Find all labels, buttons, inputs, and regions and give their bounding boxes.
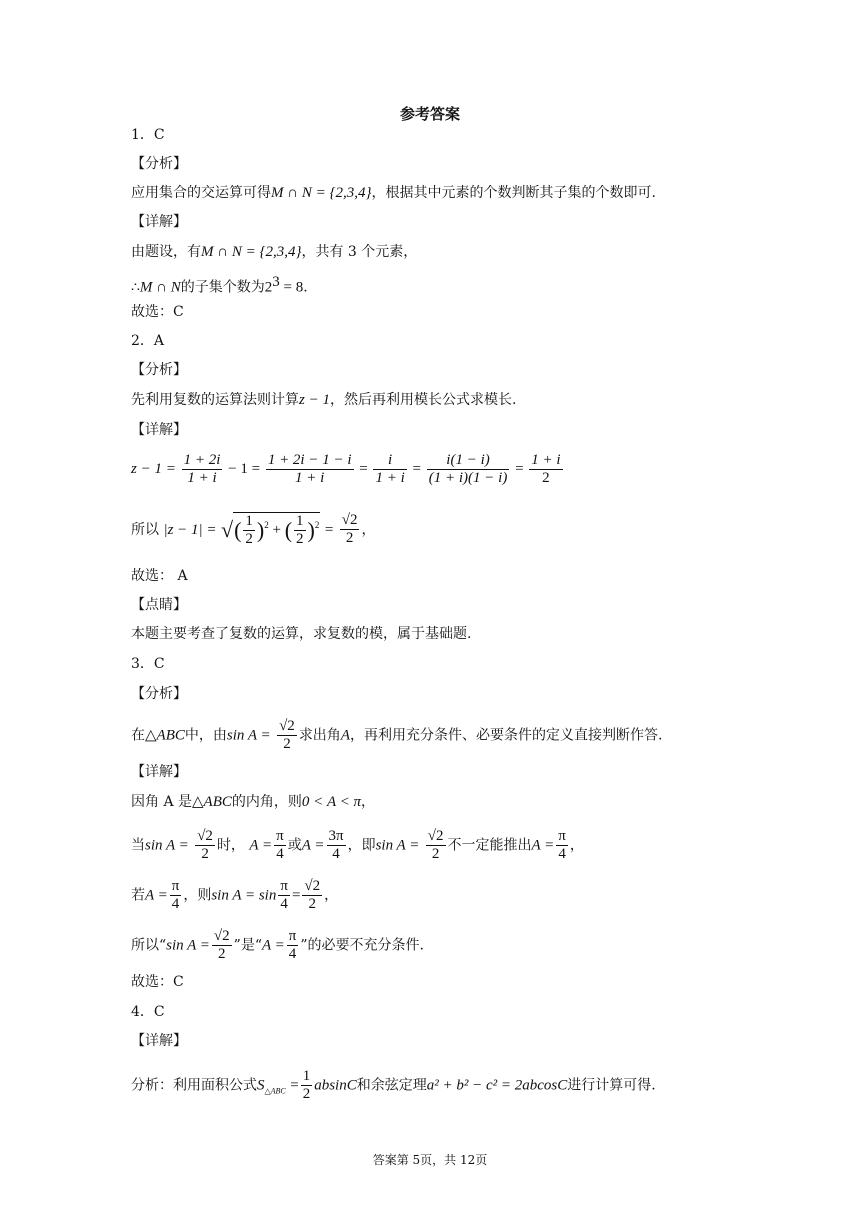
q2-comment: 本题主要考查了复数的运算，求复数的模，属于基础题. xyxy=(131,626,472,642)
q3-analysis: 在△ABC中，由sin A = $\frac{√2}{2}$ 求出角A，再利用充分条件、必要条件的定义直接判断作答. xyxy=(131,718,663,752)
q4-detail-label: 【详解】 xyxy=(131,1033,187,1049)
fraction: $\frac{1 + 2i}{1 + i}$ xyxy=(183,452,221,486)
fraction: $\frac{1 + i}{2}$ xyxy=(531,452,561,486)
fraction: $\frac{√2}{2}$ xyxy=(341,512,358,547)
q2-detail-label: 【详解】 xyxy=(131,422,187,438)
q1-analysis: 应用集合的交运算可得M ∩ N = {2,3,4}，根据其中元素的个数判断其子集的个数即可. xyxy=(131,185,656,201)
q2-choice: 故选： A xyxy=(131,568,188,584)
q2-analysis-label: 【分析】 xyxy=(131,362,187,378)
q2-analysis: 先利用复数的运算法则计算z − 1，然后再利用模长公式求模长. xyxy=(131,392,517,408)
q1-detail-label: 【详解】 xyxy=(131,214,187,230)
q1-header: 1．C xyxy=(131,127,165,143)
q4-header: 4．C xyxy=(131,1004,165,1020)
q3-detail-label: 【详解】 xyxy=(131,764,187,780)
q3-detail-4: 所以“sin A = $\frac{√2}{2}$ ”是“A = $\frac{\pi}{4}$ ”的必要不充分条件. xyxy=(131,928,424,962)
q3-header: 3．C xyxy=(131,656,165,672)
page-title: 参考答案 xyxy=(399,105,460,123)
fraction: $\frac{i(1 - i)}{(1 + i)(1 - i)}$ xyxy=(428,452,508,486)
sqrt-icon: √ xyxy=(221,516,234,542)
q4-detail: 分析：利用面积公式$S_{\triangle ABC}$ = $\frac{1}{2}$ absinC和余弦定理a² + b² − c² = 2abcosC进行计算可得. xyxy=(131,1068,656,1102)
q2-header: 2．A xyxy=(131,333,165,349)
q1-analysis-label: 【分析】 xyxy=(131,156,187,172)
q3-detail-2: 当sin A = $\frac{√2}{2}$ 时， A = $\frac{\pi}{4}$ 或A = $\frac{3\pi}{4}$ ，即sin A = $\frac{√2}{2}$ 不一定能推出A = $\frac{\pi}{4}$ ， xyxy=(131,828,584,862)
q3-detail-1: 因角 A 是△ABC的内角，则0 < A < π， xyxy=(131,794,376,810)
fraction: $\frac{1 + 2i - 1 - i}{1 + i}$ xyxy=(267,452,352,486)
q1-choice: 故选：C xyxy=(131,304,184,320)
q3-detail-3: 若A = $\frac{\pi}{4}$ ，则sin A = sin $\frac{\pi}{4}$ = $\frac{√2}{2}$ ， xyxy=(131,878,339,912)
q2-calculation: z − 1 = $\frac{1 + 2i}{1 + i}$ − 1 = $\frac{1 + 2i - 1 - i}{1 + i}$ = $\frac{i}{1 + i}$ = $\frac{i(1 - i)}{(1 + i)(1 - i)}$ = $\frac{1 + i}{2}$ xyxy=(131,452,561,486)
fraction: $\frac{i}{1 + i}$ xyxy=(375,452,405,486)
q2-modulus: 所以 |z − 1| = √( $\frac{1}{2}$ )$^2$ + ( $\frac{1}{2}$ )$^2$ = $\frac{√2}{2}$ ， xyxy=(131,512,376,547)
q1-detail-1: 由题设，有M ∩ N = {2,3,4}，共有 3 个元素， xyxy=(131,244,418,260)
q3-choice: 故选：C xyxy=(131,974,184,990)
q2-comment-label: 【点睛】 xyxy=(131,597,187,613)
q1-detail-2: ∴M ∩ N的子集个数为$2^3 = 8$. xyxy=(131,274,308,296)
q3-analysis-label: 【分析】 xyxy=(131,686,187,702)
page-footer: 答案第 5页，共 12页 xyxy=(372,1153,488,1167)
sqrt-body: ( $\frac{1}{2}$ )$^2$ + ( $\frac{1}{2}$ )$^2$ xyxy=(234,513,320,547)
